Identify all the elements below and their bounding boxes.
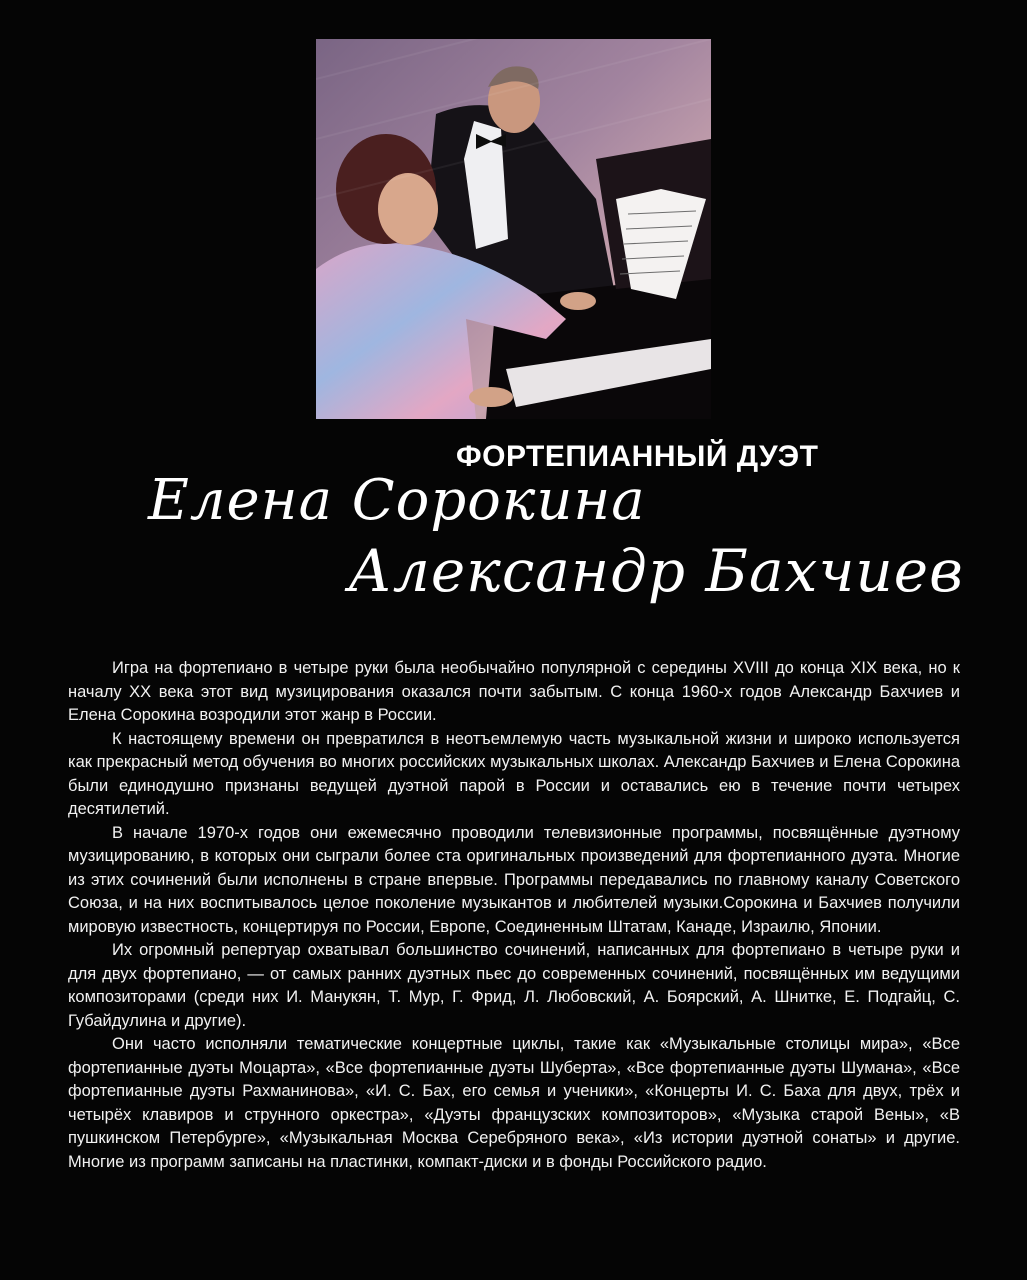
paragraph-3: В начале 1970-х годов они ежемесячно проводили телевизионные программы, посвящённые дуэтному музицированию, в которых они сыграли более ста оригинальных произведений для фортепианного дуэта. Многие из этих сочинений были исполнены в стране впервые. Программы передавались по главному каналу Советского Союза, и на них воспитывалось целое поколение музыкантов и любителей музыки.Сорокина и Бахчиев получили мировую известность, концертируя по России, Европе, Соединенным Штатам, Канаде, Израилю, Японии. [68,823,960,936]
paragraph-5: Они часто исполняли тематические концертные циклы, такие как «Музыкальные столицы мира», «Все фортепианные дуэты Моцарта», «Все фортепианные дуэты Шуберта», «Все фортепианные дуэты Шумана», «Все фортепианные дуэты Рахманинова», «И. С. Бах, его семья и ученики», «Концерты И. С. Баха для двух, трёх и четырёх клавиров и струнного оркестра», «Дуэты французских композиторов», «Музыка старой Вены», «В пушкинском Петербурге», «Музыкальная Москва Серебряного века», «Из истории дуэтной сонаты» и другие. Многие из программ записаны на пластинки, компакт-диски и в фонды Российского радио. [68,1035,960,1171]
paragraph-1: Игра на фортепиано в четыре руки была необычайно популярной с середины XVIII до конца XIX века, но к началу XX века этот вид музицирования оказался почти забытым. С конца 1960-х годов Александр Бахчиев и Елена Сорокина возродили этот жанр в России. [68,659,960,724]
duet-heading: ФОРТЕПИАННЫЙ ДУЭТ [456,440,819,473]
paragraph-2: К настоящему времени он превратился в неотъемлемую часть музыкальной жизни и широко используется как прекрасный метод обучения во многих российских музыкальных школах. Александр Бахчиев и Елена Сорокина были единодушно признаны ведущей дуэтной парой в России и оставались ею в течение почти четырех десятилетий. [68,729,960,818]
performer-name-1: Елена Сорокина [148,468,646,533]
paragraph-4: Их огромный репертуар охватывал большинство сочинений, написанных для фортепиано в четыре руки и для двух фортепиано, — от самых ранних дуэтных пьес до современных сочинений, посвящённых им ведущими композиторами (среди них И. Манукян, Т. Мур, Г. Фрид, Л. Любовский, А. Боярский, А. Шнитке, Е. Подгайц, С. Губайдулина и другие). [68,941,960,1030]
performer-name-2: Александр Бахчиев [348,537,964,605]
biography-text [68,657,960,1174]
duet-photo [316,39,711,419]
duet-photo-illustration [316,39,711,419]
